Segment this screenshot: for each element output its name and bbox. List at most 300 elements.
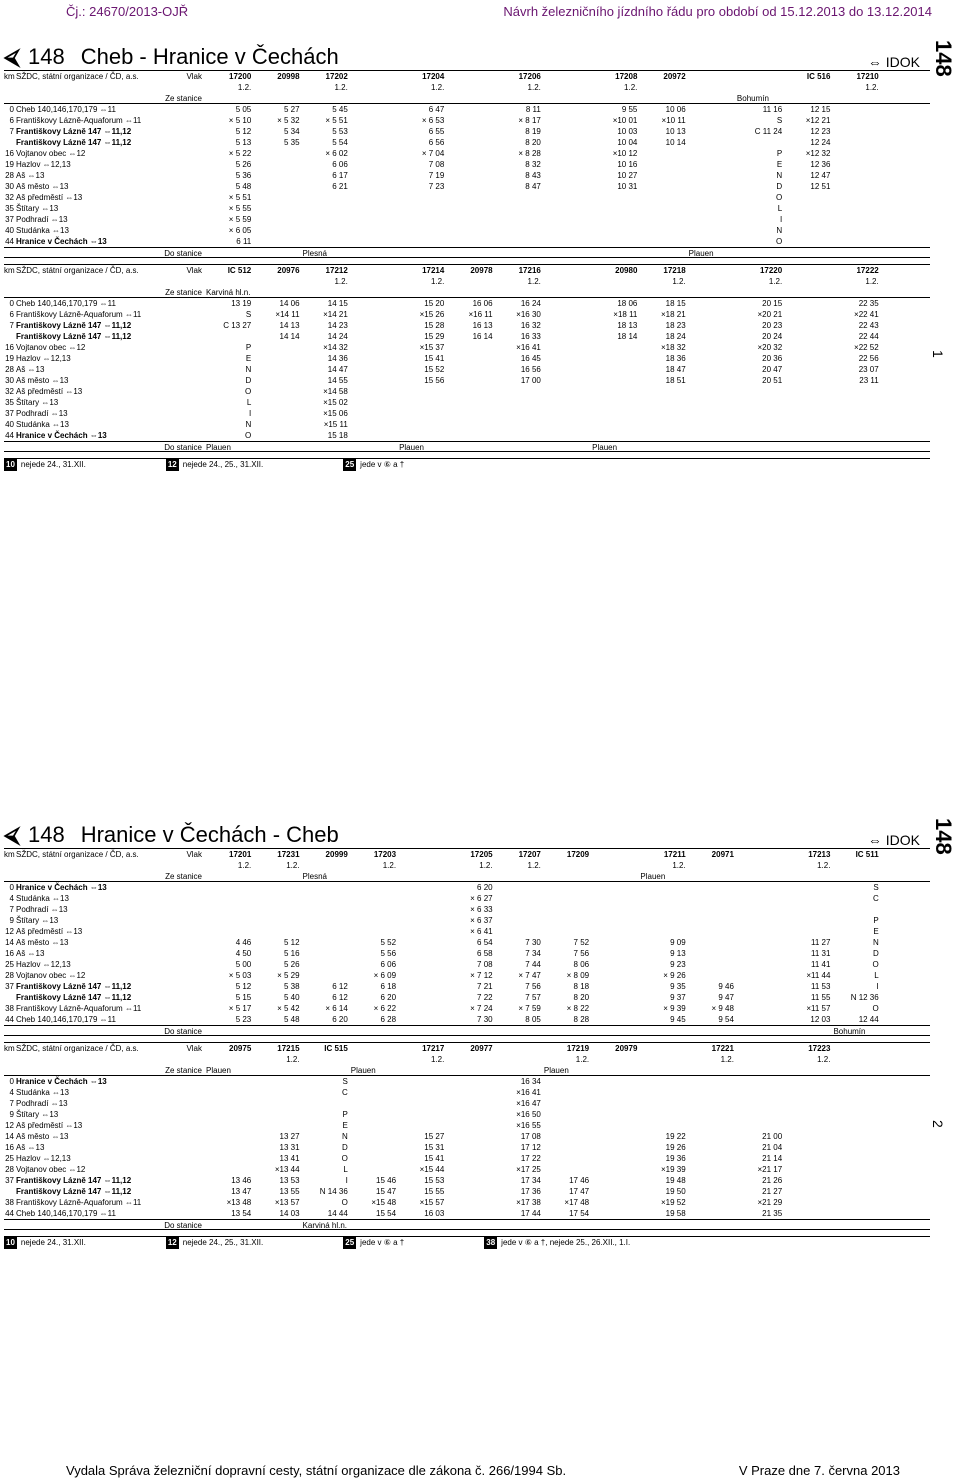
- station-km: 12: [5, 927, 14, 936]
- departure-time: [206, 915, 254, 926]
- train-number: 17204: [422, 72, 445, 81]
- departure-time: [882, 1098, 930, 1109]
- station-row: [4, 214, 930, 225]
- departure-time: [447, 1120, 495, 1131]
- timetable-section-return: [4, 818, 930, 1248]
- departure-time: [689, 375, 737, 386]
- side-line-number: 148: [931, 818, 956, 855]
- from-station: [254, 93, 302, 103]
- class-note: 1.2.: [237, 861, 252, 870]
- to-stations: [206, 442, 930, 451]
- km-header: km: [4, 266, 15, 275]
- class-note: [785, 276, 833, 287]
- departure-time: [592, 1131, 640, 1142]
- station-km: 9: [9, 916, 14, 925]
- train-number: [833, 1043, 881, 1054]
- departure-time: [254, 926, 302, 937]
- train-number-row: [4, 849, 930, 860]
- departure-time: [882, 926, 930, 937]
- station-times: [206, 1109, 930, 1120]
- departure-time: × 6 53: [421, 116, 445, 125]
- departure-time: 21 35: [762, 1209, 783, 1218]
- station-times: [206, 148, 930, 159]
- train-number: [689, 71, 737, 82]
- from-station: Plauen: [206, 1066, 231, 1075]
- departure-time: E: [245, 354, 252, 363]
- station-times: [206, 970, 930, 981]
- from-station: [447, 871, 495, 881]
- departure-time: ×16 47: [516, 1099, 541, 1108]
- departure-time: [254, 419, 302, 430]
- departure-time: [785, 192, 833, 203]
- class-note: 1.2.: [430, 1055, 445, 1064]
- train-number: 17203: [373, 850, 397, 859]
- to-station: [399, 1026, 447, 1035]
- station-name: Štítary ⇔13: [16, 1110, 59, 1119]
- departure-time: 8 47: [525, 182, 541, 191]
- departure-time: [640, 430, 688, 441]
- departure-time: [496, 430, 544, 441]
- departure-time: 8 20: [525, 138, 541, 147]
- station-km: 16: [5, 949, 14, 958]
- departure-time: [833, 214, 881, 225]
- departure-time: 17 22: [520, 1154, 541, 1163]
- departure-time: [206, 1131, 254, 1142]
- departure-time: [592, 970, 640, 981]
- from-stations: [206, 93, 930, 103]
- departure-time: [592, 1003, 640, 1014]
- departure-time: [882, 115, 930, 126]
- to-station: [544, 1026, 592, 1035]
- station-km: 12: [5, 1121, 14, 1130]
- departure-time: [882, 937, 930, 948]
- station-row: [4, 386, 930, 397]
- to-station: [206, 248, 254, 257]
- idok-link[interactable]: ⇔ IDOK: [867, 832, 920, 848]
- departure-time: [689, 386, 737, 397]
- departure-time: [640, 170, 688, 181]
- station-row: [4, 1087, 930, 1098]
- departure-time: [689, 882, 737, 893]
- station-km: 40: [5, 420, 14, 429]
- from-station: [592, 871, 640, 881]
- departure-time: [882, 331, 930, 342]
- departure-time: 6 20: [477, 883, 493, 892]
- departure-time: [592, 1014, 640, 1025]
- departure-time: ×17 38: [516, 1198, 541, 1207]
- from-station: [640, 93, 688, 103]
- departure-time: ×15 37: [419, 343, 445, 352]
- station-row: [4, 1003, 930, 1014]
- station-km: 0: [9, 1077, 14, 1086]
- station-row: [4, 430, 930, 441]
- station-km: [4, 1186, 16, 1197]
- departure-time: 14 03: [279, 1209, 300, 1218]
- departure-time: [785, 298, 833, 309]
- to-station: [833, 1220, 881, 1229]
- departure-time: [496, 882, 544, 893]
- notes-spacer: [16, 860, 206, 871]
- departure-time: [254, 159, 302, 170]
- class-note: [592, 1054, 640, 1065]
- to-station: [447, 1220, 495, 1229]
- departure-time: 5 23: [235, 1015, 252, 1024]
- departure-time: 5 38: [283, 982, 300, 991]
- departure-time: [303, 882, 351, 893]
- station-row: [4, 981, 930, 992]
- departure-time: [496, 915, 544, 926]
- departure-time: 6 11: [236, 237, 252, 246]
- station-row: [4, 126, 930, 137]
- station-km: 37: [5, 409, 14, 418]
- to-station: [785, 442, 833, 451]
- class-note: [882, 860, 930, 871]
- departure-time: [785, 1131, 833, 1142]
- operator-header: [16, 1043, 206, 1054]
- departure-time: [882, 1087, 930, 1098]
- departure-time: [882, 236, 930, 247]
- station-km: 4: [9, 894, 14, 903]
- footnote-text: jede v ⑥ a †: [360, 460, 405, 469]
- departure-time: [592, 882, 640, 893]
- from-station: Plauen: [640, 872, 666, 881]
- to-station: [737, 248, 785, 257]
- departure-time: 11 55: [811, 993, 831, 1002]
- departure-time: [592, 214, 640, 225]
- departure-time: ×14 11: [275, 310, 300, 319]
- departure-time: [254, 1087, 302, 1098]
- departure-time: [882, 397, 930, 408]
- departure-time: 9 13: [670, 949, 686, 958]
- departure-time: [833, 386, 881, 397]
- departure-time: [737, 1109, 785, 1120]
- departure-time: 16 45: [520, 354, 541, 363]
- departure-time: 18 51: [665, 376, 686, 385]
- departure-time: [785, 882, 833, 893]
- departure-time: 7 22: [477, 993, 493, 1002]
- station-name: Aš předměstí ⇔13: [16, 927, 83, 936]
- departure-time: ×15 57: [419, 1198, 445, 1207]
- departure-time: [689, 904, 737, 915]
- from-station: [882, 1065, 930, 1075]
- departure-time: 8 06: [573, 960, 590, 969]
- departure-time: 21 04: [762, 1143, 783, 1152]
- departure-time: ×12 21: [805, 116, 831, 125]
- departure-time: O: [341, 1198, 348, 1207]
- departure-time: O: [775, 237, 783, 246]
- departure-time: [496, 192, 544, 203]
- departure-time: [592, 203, 640, 214]
- timetable-block: [4, 70, 930, 264]
- station-name: Vojtanov obec ⇔12: [16, 1165, 86, 1174]
- station-times: [206, 1003, 930, 1014]
- class-notes-row: [4, 82, 930, 93]
- departure-time: 15 54: [376, 1209, 397, 1218]
- to-station: [544, 1220, 592, 1229]
- departure-time: [544, 364, 592, 375]
- departure-time: [882, 225, 930, 236]
- departure-time: [544, 342, 592, 353]
- departure-time: 18 36: [665, 354, 686, 363]
- departure-time: [833, 1120, 881, 1131]
- to-station: [496, 248, 544, 257]
- departure-time: [351, 1164, 399, 1175]
- station-times: [206, 1186, 930, 1197]
- departure-time: I: [249, 409, 252, 418]
- departure-time: 5 45: [332, 105, 348, 114]
- from-station-row: [4, 93, 930, 104]
- station-km: 38: [5, 1004, 14, 1013]
- departure-time: [882, 948, 930, 959]
- departure-time: 5 16: [283, 949, 300, 958]
- departure-time: [303, 203, 351, 214]
- departure-time: [592, 1087, 640, 1098]
- departure-time: 5 26: [283, 960, 300, 969]
- departure-time: [737, 137, 785, 148]
- train-number: 20998: [277, 72, 300, 81]
- departure-time: [689, 1120, 737, 1131]
- station-name: Františkovy Lázně-Aquaforum ⇔11: [16, 1198, 142, 1207]
- departure-time: [640, 904, 688, 915]
- departure-time: [399, 1076, 447, 1087]
- departure-time: [303, 959, 351, 970]
- station-times: [206, 170, 930, 181]
- departure-time: [689, 419, 737, 430]
- departure-time: [592, 386, 640, 397]
- departure-time: [399, 970, 447, 981]
- from-station: [399, 1065, 447, 1075]
- station-row: [4, 959, 930, 970]
- train-number: 17217: [422, 1044, 445, 1053]
- departure-time: [689, 1076, 737, 1087]
- departure-time: 6 06: [332, 160, 348, 169]
- station-times: [206, 959, 930, 970]
- departure-time: [785, 386, 833, 397]
- departure-time: ×10 11: [661, 116, 686, 125]
- station-times: [206, 192, 930, 203]
- departure-time: [254, 430, 302, 441]
- departure-time: 14 47: [327, 365, 348, 374]
- station-times: [206, 1098, 930, 1109]
- departure-time: [592, 1153, 640, 1164]
- departure-time: 15 41: [424, 354, 445, 363]
- train-number: IC 512: [227, 266, 252, 275]
- departure-time: ×19 39: [660, 1165, 686, 1174]
- train-number: [737, 1043, 785, 1054]
- departure-time: 20 51: [762, 376, 783, 385]
- station-times: [206, 981, 930, 992]
- station-name: Hranice v Čechách ⇔13: [16, 431, 107, 440]
- station-row: [4, 298, 930, 309]
- class-note: 1.2.: [334, 83, 348, 92]
- departure-time: [737, 926, 785, 937]
- departure-time: ×16 55: [516, 1121, 541, 1130]
- departure-time: [447, 1197, 495, 1208]
- departure-time: 5 40: [283, 993, 300, 1002]
- class-note: [737, 1054, 785, 1065]
- departure-time: [592, 1098, 640, 1109]
- station-row: [4, 937, 930, 948]
- departure-time: 10 06: [665, 105, 686, 114]
- departure-time: [737, 893, 785, 904]
- departure-time: [399, 959, 447, 970]
- departure-time: [833, 148, 881, 159]
- km-spacer: [4, 82, 16, 93]
- departure-time: [689, 342, 737, 353]
- departure-time: [882, 353, 930, 364]
- departure-time: [640, 1120, 688, 1131]
- class-note: [785, 82, 833, 93]
- train-number: 17220: [759, 266, 783, 275]
- station-name: Studánka ⇔13: [16, 894, 69, 903]
- departure-time: [640, 203, 688, 214]
- page-number: 1: [930, 350, 946, 358]
- departure-time: ×16 11: [468, 310, 493, 319]
- departure-time: [833, 1208, 881, 1219]
- station-name: Františkovy Lázně 147 ⇔11,12: [16, 1176, 132, 1185]
- class-note: [254, 276, 302, 287]
- departure-time: [882, 1131, 930, 1142]
- class-note: [351, 276, 399, 287]
- station-km: 16: [5, 149, 14, 158]
- station-row: [4, 904, 930, 915]
- departure-time: 21 27: [762, 1187, 783, 1196]
- train-numbers: [206, 265, 930, 276]
- departure-time: [640, 192, 688, 203]
- to-station: [447, 248, 495, 257]
- km-spacer: [4, 276, 16, 287]
- departure-time: [544, 430, 592, 441]
- departure-time: O: [341, 1154, 348, 1163]
- departure-time: [833, 137, 881, 148]
- train-number: 20977: [470, 1044, 493, 1053]
- departure-time: × 5 42: [277, 1004, 300, 1013]
- departure-time: 22 56: [858, 354, 879, 363]
- station-times: [206, 882, 930, 893]
- departure-time: [254, 214, 302, 225]
- to-station-row: [4, 1219, 930, 1230]
- departure-time: [544, 236, 592, 247]
- departure-time: [496, 386, 544, 397]
- class-note: [303, 1054, 351, 1065]
- side-line-label-1: [930, 40, 958, 77]
- station-km: [4, 137, 16, 148]
- departure-time: [785, 364, 833, 375]
- train-number: [785, 265, 833, 276]
- departure-time: × 7 12: [470, 971, 493, 980]
- departure-time: 5 00: [235, 960, 252, 969]
- station-row: [4, 331, 930, 342]
- departure-time: [351, 126, 399, 137]
- departure-time: 5 53: [332, 127, 348, 136]
- departure-time: [544, 1142, 592, 1153]
- departure-time: [592, 419, 640, 430]
- departure-time: [689, 408, 737, 419]
- station-km: 28: [5, 971, 14, 980]
- departure-time: [351, 1087, 399, 1098]
- departure-time: [833, 170, 881, 181]
- departure-time: [689, 970, 737, 981]
- departure-time: [689, 430, 737, 441]
- departure-time: 21 26: [762, 1176, 783, 1185]
- departure-time: [640, 214, 688, 225]
- departure-time: [785, 893, 833, 904]
- departure-time: [544, 181, 592, 192]
- train-number: 17210: [856, 72, 879, 81]
- departure-time: N: [245, 365, 252, 374]
- departure-time: [303, 937, 351, 948]
- from-station: [544, 93, 592, 103]
- departure-time: [882, 159, 930, 170]
- departure-time: × 5 51: [325, 116, 348, 125]
- train-number: [882, 71, 930, 82]
- class-note: 1.2.: [720, 1055, 734, 1064]
- departure-time: [689, 1175, 737, 1186]
- departure-time: [833, 1131, 881, 1142]
- km-spacer: [4, 871, 16, 881]
- departure-time: [399, 408, 447, 419]
- departure-time: 6 17: [332, 171, 348, 180]
- station-km: 28: [5, 365, 14, 374]
- class-note: 1.2.: [382, 861, 397, 870]
- departure-time: 15 55: [424, 1187, 445, 1196]
- departure-time: [351, 203, 399, 214]
- departure-time: [785, 1186, 833, 1197]
- departure-time: [833, 159, 881, 170]
- to-station: [737, 442, 785, 451]
- departure-time: [785, 419, 833, 430]
- departure-time: [737, 992, 785, 1003]
- idok-link[interactable]: ⇔ IDOK: [867, 54, 920, 70]
- departure-time: 16 32: [520, 321, 541, 330]
- class-note: 1.2.: [479, 861, 493, 870]
- side-line-label-2: [930, 818, 958, 855]
- station-row: [4, 1120, 930, 1131]
- departure-time: [737, 970, 785, 981]
- departure-time: [833, 1197, 881, 1208]
- footnote-number: 25: [345, 460, 355, 469]
- station-name: Františkovy Lázně-Aquaforum ⇔11: [16, 1004, 142, 1013]
- departure-time: 8 11: [525, 105, 541, 114]
- notes-spacer: [16, 276, 206, 287]
- footer-publisher: Vydala Správa železniční dopravní cesty, státní organizace dle zákona č. 266/1994 Sb.: [66, 1463, 567, 1478]
- departure-time: [206, 926, 254, 937]
- departure-time: [785, 1175, 833, 1186]
- to-station: [544, 442, 592, 451]
- from-station: Plesná: [302, 872, 327, 881]
- departure-time: × 9 48: [711, 1004, 734, 1013]
- class-note: 1.2.: [527, 277, 541, 286]
- departure-time: [882, 1153, 930, 1164]
- departure-time: [351, 1098, 399, 1109]
- departure-time: 19 22: [665, 1132, 686, 1141]
- departure-time: [496, 214, 544, 225]
- departure-time: 19 58: [665, 1209, 686, 1218]
- station-times: [206, 236, 930, 247]
- departure-time: [399, 1014, 447, 1025]
- to-station-row: [4, 1025, 930, 1036]
- departure-time: [689, 937, 737, 948]
- station-row: [4, 320, 930, 331]
- departure-time: ×13 48: [226, 1198, 252, 1207]
- station-km: 44: [5, 431, 14, 440]
- to-station: [689, 1220, 737, 1229]
- departure-time: [882, 981, 930, 992]
- from-station: [882, 287, 930, 297]
- station-times: [206, 1076, 930, 1087]
- footnote-number: 25: [345, 1238, 355, 1247]
- departure-time: [254, 148, 302, 159]
